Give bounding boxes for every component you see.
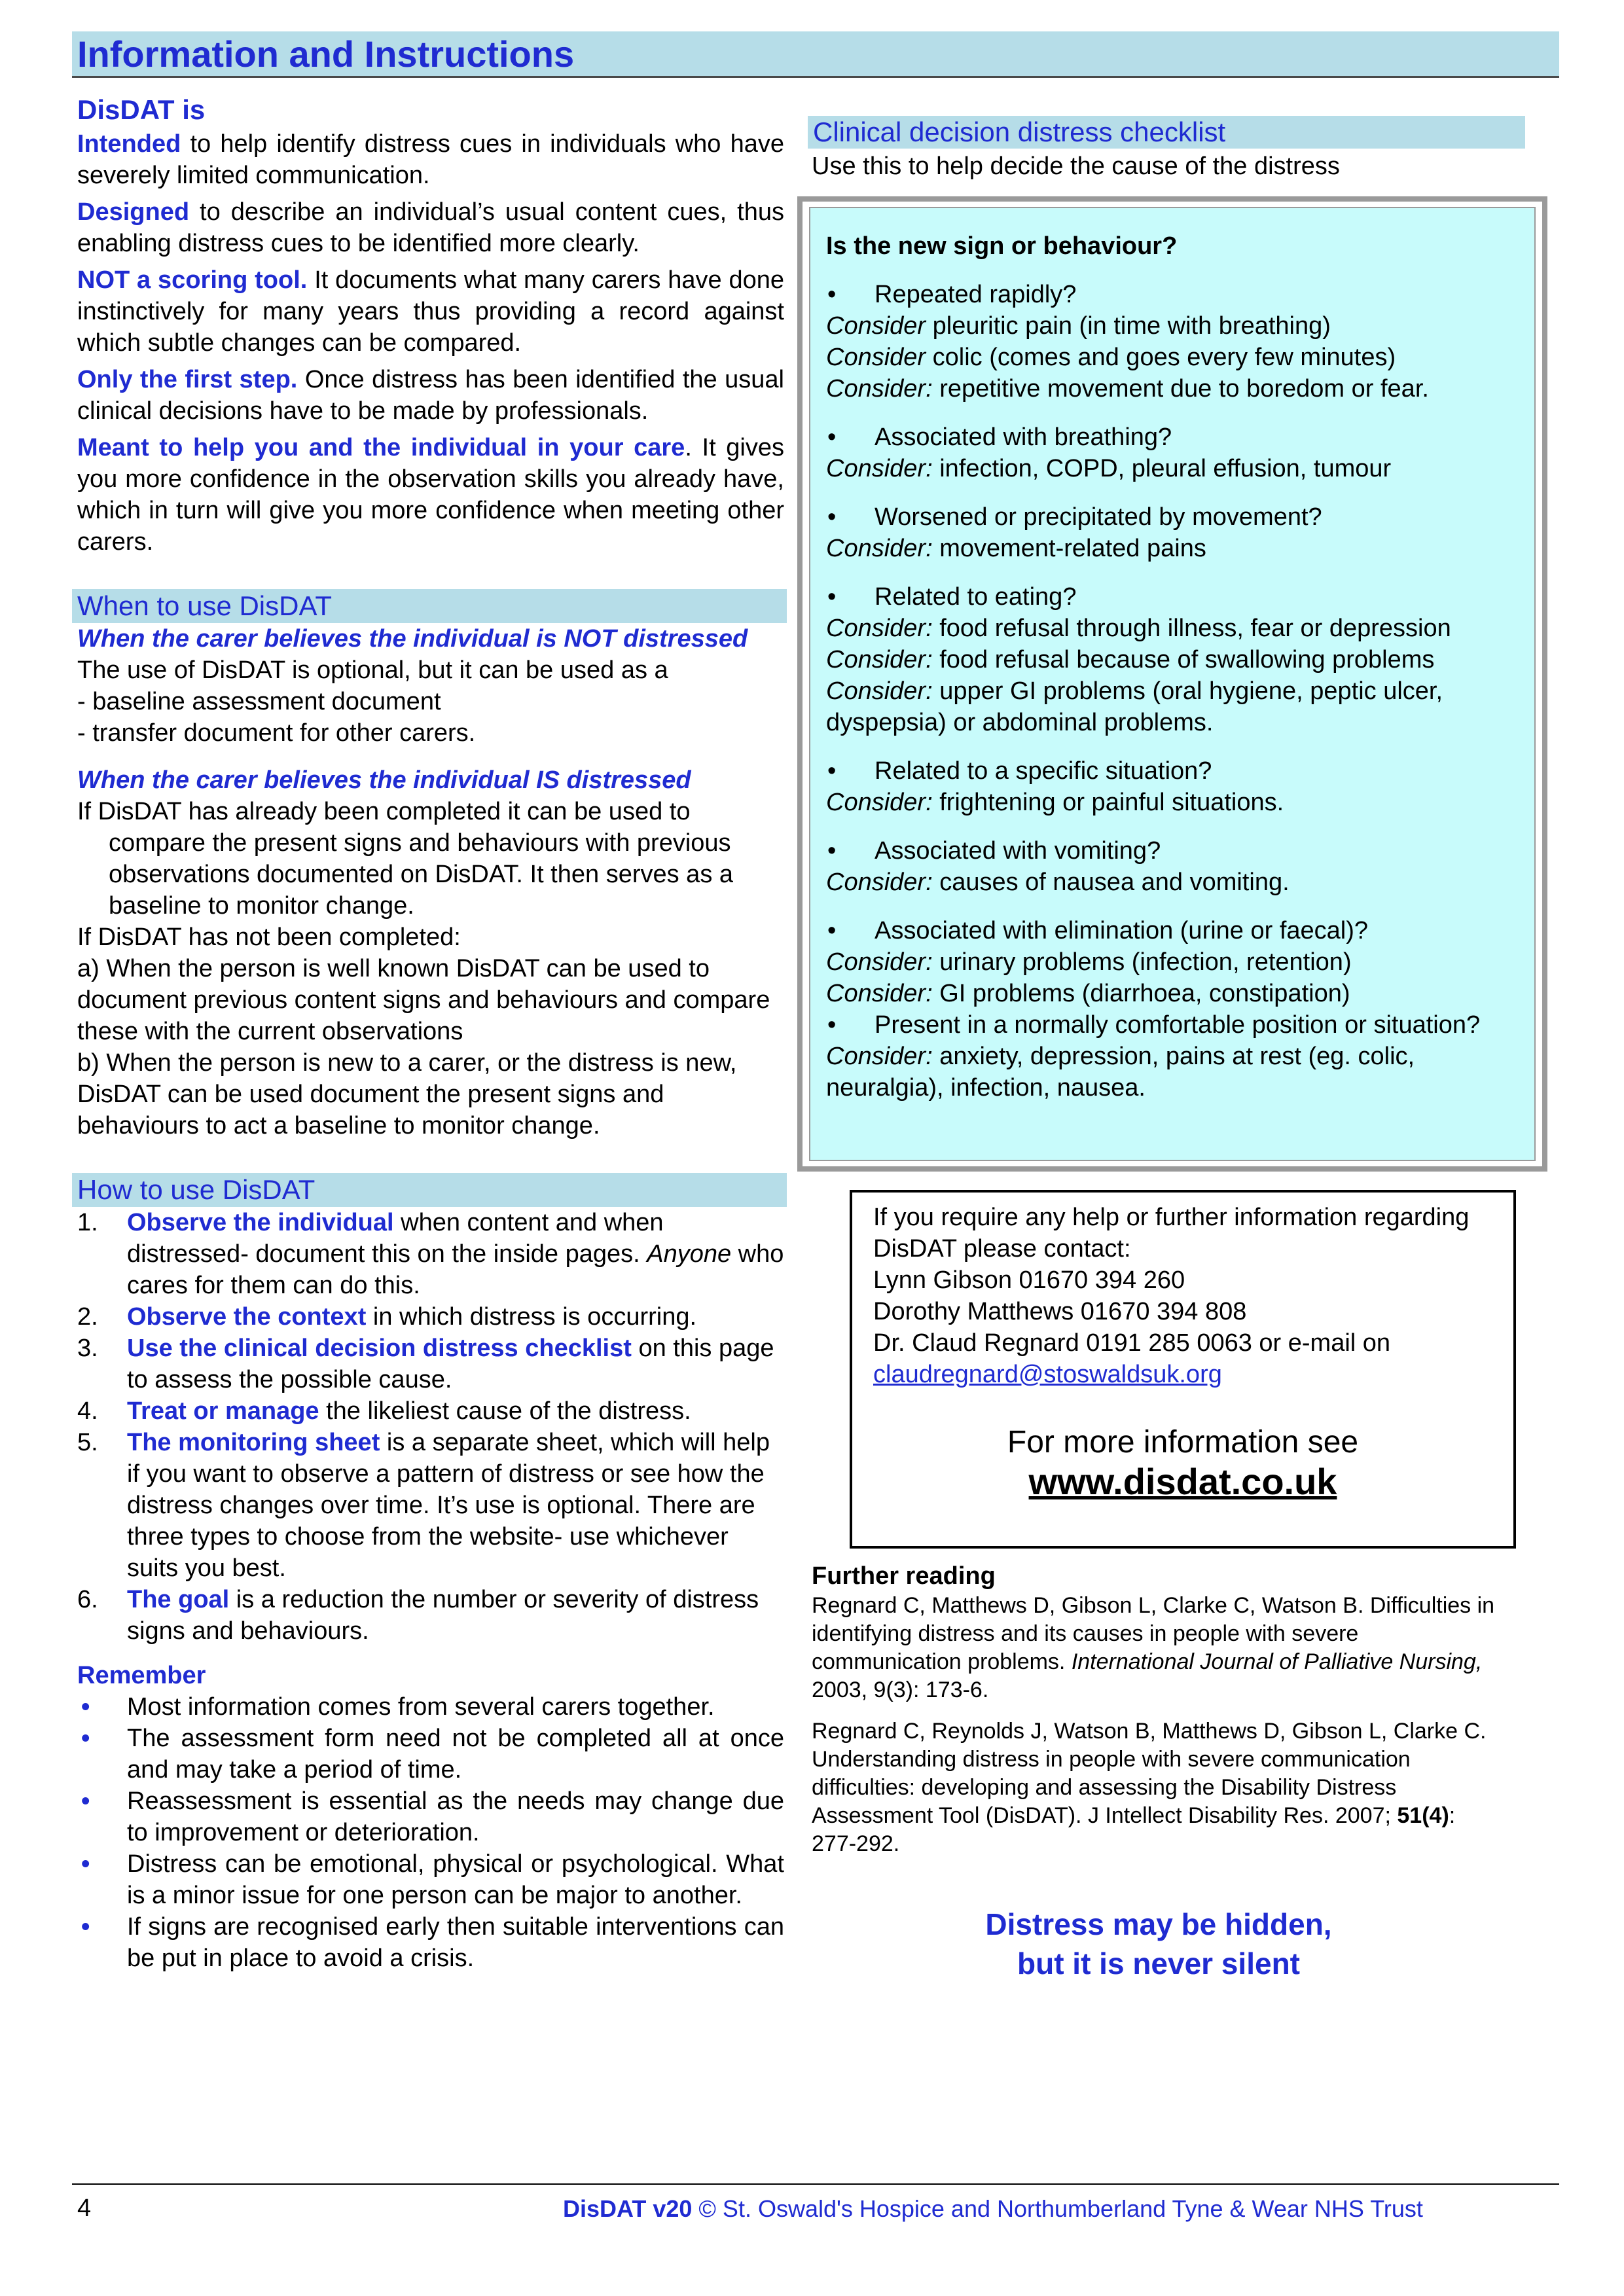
- when-to-use-heading: When to use DisDAT: [72, 589, 787, 623]
- disdat-is-item: Designed to describe an individual’s usual content cues, thus enabling distress cues to be identified more clearly.: [77, 198, 784, 257]
- checklist-sign: • Repeated rapidly?: [827, 281, 1077, 308]
- tagline-line: but it is never silent: [1017, 1946, 1300, 1981]
- checklist-group: [826, 915, 1534, 1009]
- consider-line: Consider: frightening or painful situations.: [826, 789, 1284, 816]
- consider-line: Consider: urinary problems (infection, retention): [826, 948, 1352, 976]
- contact-person: Dorothy Matthews 01670 394 808: [873, 1298, 1247, 1325]
- more-info-text: For more information see: [1007, 1425, 1359, 1460]
- not-completed-intro: If DisDAT has not been completed:: [77, 924, 461, 951]
- checklist-question: Is the new sign or behaviour?: [826, 232, 1178, 260]
- distressed-heading: When the carer believes the individual IS distressed: [77, 766, 691, 794]
- checklist-sign: • Related to eating?: [827, 583, 1077, 611]
- remember-item: • Reassessment is essential as the needs may change due to improvement or deterioration.: [81, 1787, 784, 1846]
- disdat-is-item: Meant to help you and the individual in your care. It gives you more confidence in the observation skills you already have, which in turn will give you more confidence when meeting other carers.: [77, 434, 784, 556]
- disdat-is-heading: DisDAT is: [77, 94, 206, 125]
- remember-heading: Remember: [77, 1662, 206, 1689]
- disdat-is-item: NOT a scoring tool. It documents what many carers have done instinctively for many years thus providing a record against which subtle changes can be compared.: [77, 266, 784, 357]
- remember-item: • The assessment form need not be completed all at once and may take a period of time.: [81, 1725, 784, 1784]
- checklist-sign: • Associated with vomiting?: [827, 837, 1161, 865]
- checklist-group: [826, 1009, 1534, 1103]
- step-item: 3. Use the clinical decision distress checklist on this page to assess the possible cause.: [77, 1335, 774, 1393]
- contact-person: Dr. Claud Regnard 0191 285 0063 or e-mail on: [873, 1329, 1391, 1357]
- website-link[interactable]: www.disdat.co.uk: [1028, 1461, 1337, 1502]
- consider-line: Consider: repetitive movement due to boredom or fear.: [826, 375, 1429, 403]
- further-reading-title: Further reading: [812, 1562, 996, 1590]
- remember-item: • Distress can be emotional, physical or psychological. What is a minor issue for one person can be major to another.: [81, 1850, 784, 1909]
- not-distressed-heading: When the carer believes the individual is NOT distressed: [77, 625, 748, 653]
- option-a: a) When the person is well known DisDAT can be used to document previous content signs and behaviours and compare these with the current observations: [77, 955, 770, 1045]
- consider-line: Consider: anxiety, depression, pains at rest (eg. colic, neuralgia), infection, nausea.: [826, 1043, 1415, 1102]
- checklist-sign: • Worsened or precipitated by movement?: [827, 503, 1322, 531]
- tagline: [812, 1905, 1506, 1983]
- tagline-line: Distress may be hidden,: [985, 1907, 1332, 1941]
- reference-item: Regnard C, Matthews D, Gibson L, Clarke C, Watson B. Difficulties in identifying distress and its causes in people with severe communication problems. International Journal of Palliative Nursing, 2003, 9(3): 173-6.: [812, 1593, 1495, 1702]
- completed-intro: If DisDAT has already been completed it can be used to: [77, 798, 691, 825]
- not-distressed-line: - baseline assessment document: [77, 688, 441, 715]
- consider-line: Consider: causes of nausea and vomiting.: [826, 869, 1290, 896]
- not-distressed-line: - transfer document for other carers.: [77, 719, 476, 747]
- step-item: 6. The goal is a reduction the number or severity of distress signs and behaviours.: [77, 1586, 759, 1645]
- checklist-panel: [809, 207, 1536, 1161]
- consider-line: Consider: food refusal through illness, fear or depression: [826, 615, 1451, 642]
- checklist-sign: • Present in a normally comfortable position or situation?: [827, 1011, 1481, 1039]
- checklist-title: Clinical decision distress checklist: [808, 116, 1525, 149]
- contact-box: [850, 1190, 1516, 1549]
- checklist-group: [826, 835, 1534, 898]
- footer-credit: [563, 2194, 1423, 2224]
- checklist-group: [826, 581, 1534, 738]
- checklist-sign: • Associated with breathing?: [827, 423, 1172, 451]
- footer-divider: [72, 2183, 1559, 2185]
- disdat-is-item: Intended to help identify distress cues in individuals who have severely limited communication.: [77, 130, 784, 189]
- step-item: 1. Observe the individual when content and when distressed- document this on the inside pages. Anyone who cares for them can do this.: [77, 1209, 784, 1299]
- consider-line: Consider: food refusal because of swallowing problems: [826, 646, 1435, 673]
- checklist-group: [826, 422, 1534, 484]
- remember-item: • If signs are recognised early then suitable interventions can be put in place to avoid a crisis.: [81, 1913, 784, 1972]
- not-distressed-line: The use of DisDAT is optional, but it can be used as a: [77, 656, 668, 684]
- checklist-group: [826, 279, 1534, 404]
- left-column: [77, 92, 784, 1974]
- consider-line: Consider: movement-related pains: [826, 535, 1206, 562]
- page-number: 4: [77, 2195, 92, 2222]
- checklist-group: [826, 501, 1534, 564]
- further-reading: [812, 1560, 1506, 1871]
- footer-version: DisDAT v20: [563, 2195, 693, 2222]
- remember-item: • Most information comes from several carers together.: [81, 1693, 715, 1721]
- checklist-group: [826, 755, 1534, 818]
- option-b: b) When the person is new to a carer, or the distress is new, DisDAT can be used document the present signs and behaviours to act a baseline to monitor change.: [77, 1049, 737, 1139]
- contact-person: Lynn Gibson 01670 394 260: [873, 1266, 1185, 1294]
- page-title: Information and Instructions: [77, 33, 575, 75]
- consider-line: Consider colic (comes and goes every few minutes): [826, 344, 1396, 371]
- steps-list: [77, 1207, 784, 1647]
- checklist-subtitle: Use this to help decide the cause of the distress: [812, 152, 1340, 180]
- checklist-sign: • Related to a specific situation?: [827, 757, 1212, 785]
- contact-intro: If you require any help or further information regarding DisDAT please contact:: [873, 1204, 1470, 1263]
- reference-item: Regnard C, Reynolds J, Watson B, Matthews D, Gibson L, Clarke C. Understanding distress in people with severe communication difficulties: developing and assessing the Disability Distress Assessment Tool (DisDAT). J Intellect Disability Res. 2007; 51(4): 277-292.: [812, 1719, 1487, 1856]
- step-item: 5. The monitoring sheet is a separate sheet, which will help if you want to observe a pattern of distress or see how the distress changes over time. It’s use is optional. There are three types to choose from the website- use whichever suits you best.: [77, 1429, 770, 1582]
- remember-list: [77, 1691, 784, 1974]
- step-item: 4. Treat or manage the likeliest cause of the distress.: [77, 1397, 691, 1425]
- page-header: [72, 31, 1559, 78]
- completed-body: compare the present signs and behaviours with previous observations documented on DisDAT. It then serves as a baseline to monitor change.: [109, 829, 734, 920]
- consider-line: Consider: GI problems (diarrhoea, constipation): [826, 980, 1350, 1007]
- step-item: 2. Observe the context in which distress is occurring.: [77, 1303, 697, 1331]
- checklist-sign: • Associated with elimination (urine or faecal)?: [827, 917, 1369, 944]
- email-link[interactable]: claudregnard@stoswaldsuk.org: [873, 1361, 1222, 1388]
- disdat-is-list: [77, 128, 784, 558]
- checklist-box: [797, 196, 1547, 1172]
- footer-copyright: © St. Oswald's Hospice and Northumberland Tyne & Wear NHS Trust: [692, 2195, 1423, 2222]
- consider-line: Consider pleuritic pain (in time with breathing): [826, 312, 1331, 340]
- consider-line: Consider: upper GI problems (oral hygiene, peptic ulcer, dyspepsia) or abdominal problems.: [826, 677, 1443, 736]
- how-to-use-heading: How to use DisDAT: [72, 1173, 787, 1207]
- consider-line: Consider: infection, COPD, pleural effusion, tumour: [826, 455, 1392, 482]
- disdat-is-item: Only the first step. Once distress has been identified the usual clinical decisions have to be made by professionals.: [77, 366, 784, 425]
